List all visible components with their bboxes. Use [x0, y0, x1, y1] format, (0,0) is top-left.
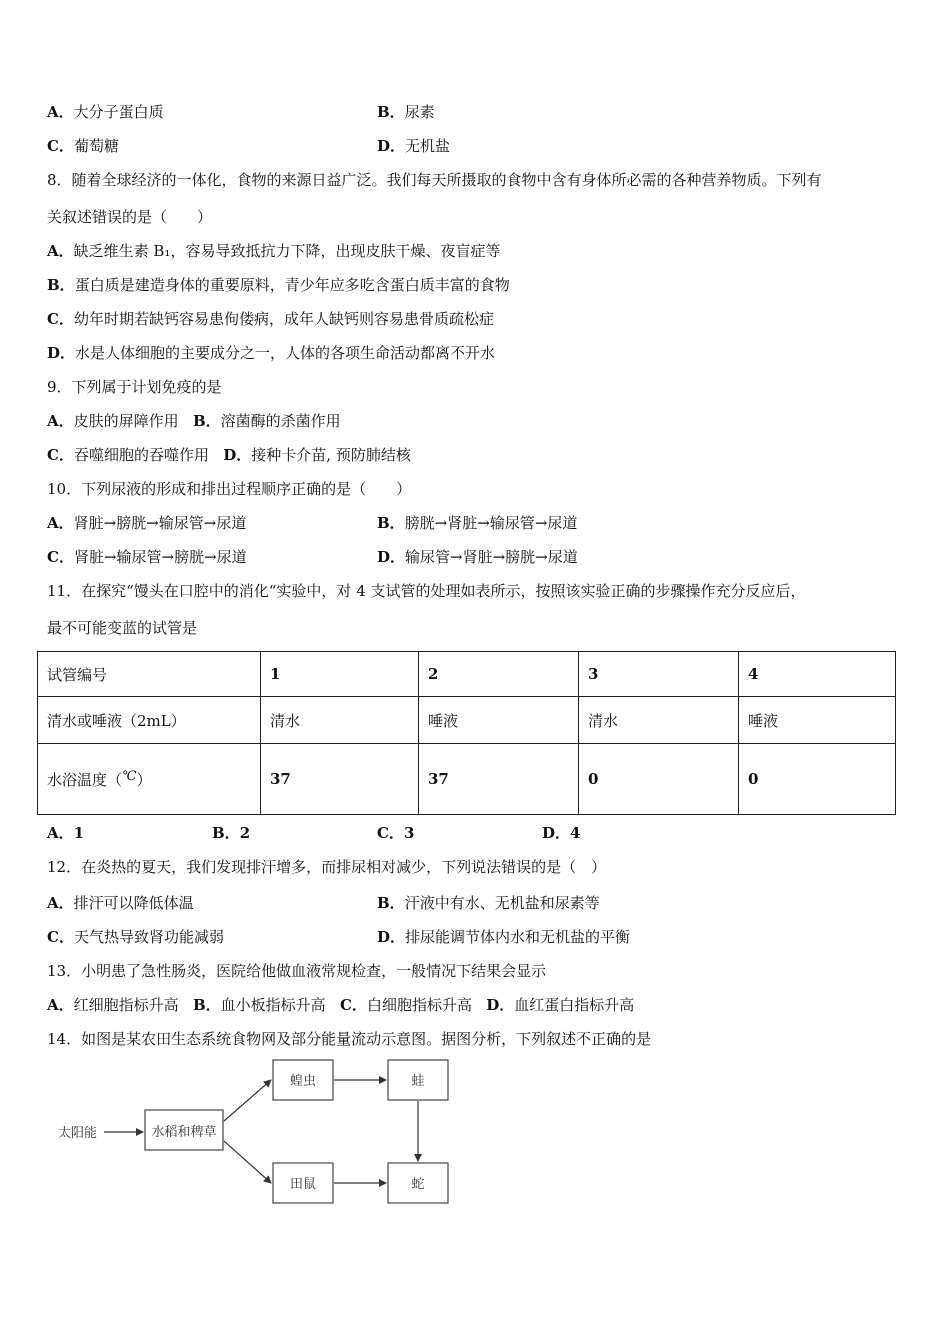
- q12-option-d: D．排尿能调节体内水和无机盐的平衡: [377, 928, 631, 946]
- q9-options-ab: A．皮肤的屏障作用 B．溶菌酶的杀菌作用: [47, 412, 341, 430]
- mouse-label: 田鼠: [289, 1177, 317, 1192]
- table-cell: 试管编号: [38, 652, 261, 697]
- table-cell: 清水: [579, 697, 739, 744]
- q10-option-d: D．输尿管→肾脏→膀胱→尿道: [377, 548, 578, 566]
- q12-option-a: A．排汗可以降低体温: [47, 894, 194, 912]
- q8-option-c: C．幼年时期若缺钙容易患佝偻病，成年人缺钙则容易患骨质疏松症: [47, 310, 494, 328]
- q11-option-c: C．3: [377, 824, 415, 842]
- sun-label: 太阳能: [58, 1126, 98, 1141]
- locust-label: 蝗虫: [289, 1074, 317, 1089]
- table-cell: 0: [579, 744, 739, 815]
- q11-stem-line1: 11．在探究“馒头在口腔中的消化“实验中，对 4 支试管的处理如表所示，按照该实验正确的步骤操作充分反应后，: [47, 582, 806, 600]
- table-cell: 37: [261, 744, 419, 815]
- table-cell: 3: [579, 652, 739, 697]
- q9-stem: 9．下列属于计划免疫的是: [47, 378, 222, 396]
- table-cell: 唾液: [419, 697, 579, 744]
- q7-option-b: B．尿素: [377, 103, 435, 121]
- q11-option-a: A．1: [47, 824, 85, 842]
- q12-option-b: B．汗液中有水、无机盐和尿素等: [377, 894, 600, 912]
- table-cell: 唾液: [739, 697, 896, 744]
- frog-label: 蛙: [411, 1074, 425, 1089]
- q10-option-a: A．肾脏→膀胱→输尿管→尿道: [47, 514, 247, 532]
- q8-option-b: B．蛋白质是建造身体的重要原料，青少年应多吃含蛋白质丰富的食物: [47, 276, 510, 294]
- celsius-unit: ℃: [122, 768, 137, 784]
- q12-option-c: C．天气热导致肾功能减弱: [47, 928, 224, 946]
- q11-option-d: D．4: [542, 824, 581, 842]
- q7-option-c: C．葡萄糖: [47, 137, 119, 155]
- q13-stem: 13．小明患了急性肠炎，医院给他做血液常规检查，一般情况下结果会显示: [47, 962, 547, 980]
- q12-stem: 12．在炎热的夏天，我们发现排汗增多，而排尿相对减少，下列说法错误的是（ ）: [47, 858, 607, 876]
- table-cell: 清水: [261, 697, 419, 744]
- table-cell-temp-label: 水浴温度（℃）: [38, 744, 261, 815]
- q10-stem: 10．下列尿液的形成和排出过程顺序正确的是（ ）: [47, 480, 412, 498]
- q7-option-d: D．无机盐: [377, 137, 451, 155]
- snake-label: 蛇: [411, 1177, 425, 1192]
- table-cell: 1: [261, 652, 419, 697]
- q10-option-c: C．肾脏→输尿管→膀胱→尿道: [47, 548, 247, 566]
- table-cell: 4: [739, 652, 896, 697]
- q8-option-d: D．水是人体细胞的主要成分之一，人体的各项生命活动都离不开水: [47, 344, 496, 362]
- q13-options: A．红细胞指标升高 B．血小板指标升高 C．白细胞指标升高 D．血红蛋白指标升高: [47, 996, 635, 1014]
- arrow-producer-locust: [224, 1080, 271, 1121]
- q7-option-a: A．大分子蛋白质: [47, 103, 164, 121]
- q8-option-a: A．缺乏维生素 B₁，容易导致抵抗力下降，出现皮肤干燥、夜盲症等: [47, 242, 501, 260]
- q8-stem-line1: 8．随着全球经济的一体化，食物的来源日益广泛。我们每天所摄取的食物中含有身体所必需的各种营养物质。下列有: [47, 171, 822, 189]
- q9-options-cd: C．吞噬细胞的吞噬作用 D．接种卡介苗, 预防肺结核: [47, 446, 411, 464]
- table-cell: 2: [419, 652, 579, 697]
- arrow-producer-mouse: [224, 1141, 271, 1183]
- q10-option-b: B．膀胱→肾脏→输尿管→尿道: [377, 514, 578, 532]
- producer-label: 水稻和稗草: [151, 1125, 217, 1140]
- q8-stem-line2: 关叙述错误的是（ ）: [47, 208, 213, 226]
- q11-option-b: B．2: [212, 824, 251, 842]
- q14-stem: 14．如图是某农田生态系统食物网及部分能量流动示意图。据图分析，下列叙述不正确的是: [47, 1030, 652, 1048]
- table-cell: 0: [739, 744, 896, 815]
- table-cell: 清水或唾液（2mL）: [38, 697, 261, 744]
- table-cell: 37: [419, 744, 579, 815]
- q11-stem-line2: 最不可能变蓝的试管是: [47, 619, 198, 637]
